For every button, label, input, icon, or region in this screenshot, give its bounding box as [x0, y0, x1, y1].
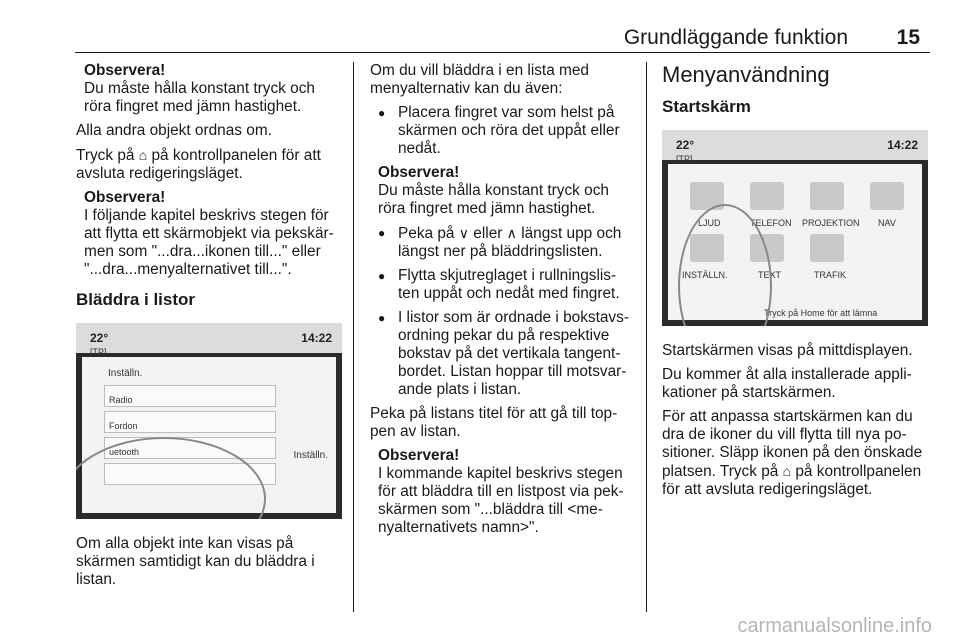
note-title: Observera! — [84, 62, 166, 79]
bullet-item: ● I listor som är ordnade i bokstavsordning pekar du på respektive bokstav på det vertikala tangentbordet. Listan hoppar till motsvarande plats i listan. — [370, 309, 632, 399]
list-row: uetooth — [104, 437, 276, 459]
status-bar: 22° [TP] 14:22 — [662, 130, 928, 160]
homescreen-screenshot — [662, 130, 928, 326]
column-divider — [646, 62, 647, 612]
paragraph: Alla andra objekt ordnas om. — [76, 122, 272, 139]
screen-body: LJUD TELEFON PROJEKTION NAV INSTÄLLN. TEXT TRAFIK Tryck på Home för att lämna — [668, 164, 922, 320]
note-title: Observera! — [378, 447, 460, 464]
column-3 — [662, 62, 930, 505]
note-box — [378, 447, 632, 537]
paragraph: Om alla objekt inte kan visas på skärmen samtidigt kan du bläddra i listan. — [76, 535, 315, 588]
note-box — [84, 189, 342, 279]
paragraph: Om du vill bläddra i en lista med menyalternativ kan du även: — [370, 62, 589, 97]
note-box — [378, 164, 632, 218]
app-tile — [750, 182, 784, 210]
home-icon: ⌂ — [782, 463, 792, 479]
paragraph: För att anpassa startskärmen kan du dra de ikoner du vill flytta till nya positioner. Släpp ikonen på den önskade platsen. Tryck på ⌂ på kontrollpanelen för att avsluta redigeringsläget. — [662, 408, 923, 498]
list-row: Fordon — [104, 411, 276, 433]
note-title: Observera! — [84, 189, 166, 206]
status-bar: 22° [TP] 14:22 — [76, 323, 342, 353]
paragraph: Du kommer åt alla installerade applikationer på startskärmen. — [662, 366, 912, 401]
column-divider — [353, 62, 354, 612]
bullet-item: ● Peka på ∨ eller ∧ längst upp och längst ner på bläddringslisten. — [370, 224, 632, 261]
section-heading: Startskärm — [662, 97, 751, 116]
paragraph: Startskärmen visas på mittdisplayen. — [662, 342, 913, 359]
page-header — [0, 26, 960, 52]
list-screenshot — [76, 323, 342, 519]
chapter-heading: Menyanvändning — [662, 62, 830, 87]
app-tile — [870, 182, 904, 210]
page-number: 15 — [896, 26, 920, 49]
chevron-down-icon: ∨ — [458, 225, 470, 241]
note-box — [84, 62, 342, 116]
column-1 — [76, 62, 342, 595]
app-tile — [810, 234, 844, 262]
app-tile — [810, 182, 844, 210]
column-2 — [370, 62, 632, 543]
note-text: I följande kapitel beskrivs stegen för att flytta ett skärmobjekt via pekskärmen som "...dra...ikonen till..." eller "...dra...menyalternativet till...". — [84, 207, 334, 278]
paragraph: Tryck på ⌂ på kontrollpanelen för att avsluta redigeringsläget. — [76, 147, 321, 182]
site-watermark: carmanualsonline.info — [737, 615, 932, 637]
bullet-item: ● Placera fingret var som helst på skärmen och röra det uppåt eller nedåt. — [370, 104, 632, 158]
chapter-title: Grundläggande funktion — [623, 26, 848, 49]
chevron-up-icon: ∧ — [506, 225, 517, 241]
header-rule — [75, 52, 930, 53]
note-text: Du måste hålla konstant tryck och röra fingret med jämn hastighet. — [84, 80, 315, 115]
list-row: Radio — [104, 385, 276, 407]
note-text: Du måste hålla konstant tryck och röra fingret med jämn hastighet. — [378, 182, 609, 217]
note-text: I kommande kapitel beskrivs stegen för att bläddra till en listpost via pekskärmen som "...bläddra till <menyalternativets namn>". — [378, 465, 624, 536]
paragraph: Peka på listans titel för att gå till toppen av listan. — [370, 405, 618, 440]
bullet-item: ● Flytta skjutreglaget i rullningslisten uppåt och nedåt med fingret. — [370, 267, 632, 303]
note-title: Observera! — [378, 164, 460, 181]
section-heading: Bläddra i listor — [76, 290, 196, 309]
screen-body: Inställn. Radio Fordon uetooth Inställn. — [82, 357, 336, 513]
home-icon: ⌂ — [138, 147, 148, 163]
